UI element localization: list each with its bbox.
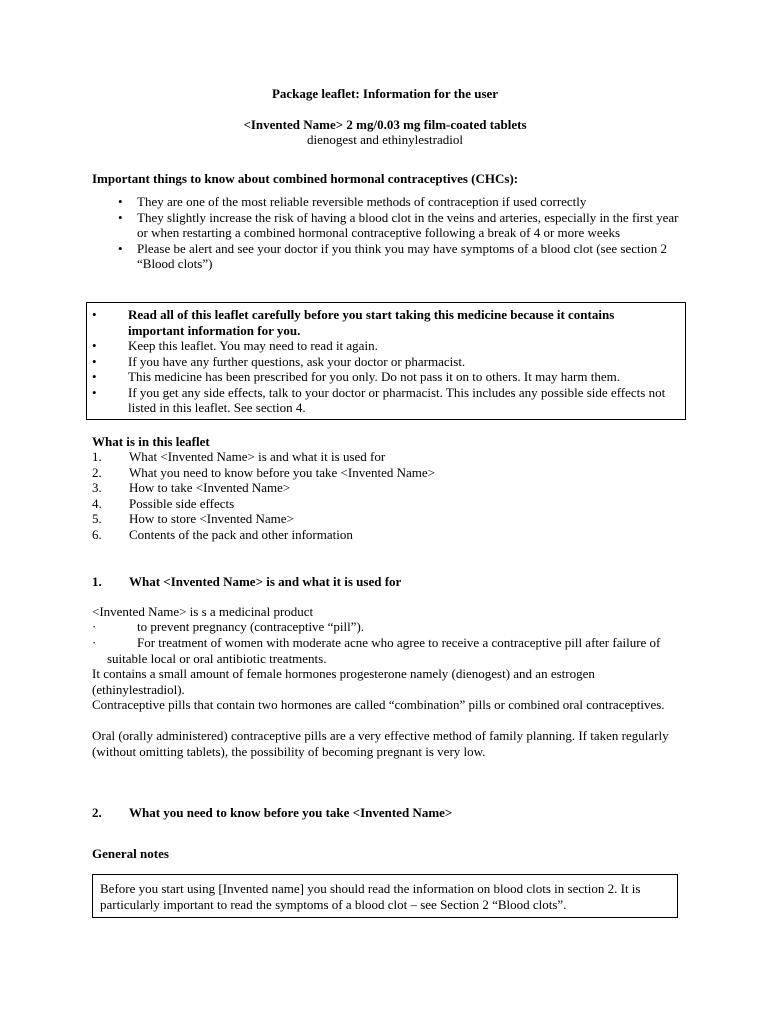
read-item-text: Keep this leaflet. You may need to read it again.: [128, 338, 378, 353]
general-notes-heading: General notes: [92, 846, 169, 861]
chc-list-item: [118, 194, 683, 210]
leaflet-title: Package leaflet: Information for the user: [271, 86, 499, 101]
read-item-text: This medicine has been prescribed for you only. Do not pass it on to others. It may harm them.: [128, 369, 620, 384]
section1-number: 1.: [92, 574, 102, 589]
read-list-item: [92, 369, 672, 385]
bullet-glyph: •: [118, 240, 123, 256]
contents-heading: What is in this leaflet: [92, 434, 210, 449]
contents-item-text: Contents of the pack and other information: [129, 526, 353, 542]
bullet-glyph: •: [92, 353, 97, 369]
read-list-item: [92, 307, 672, 338]
bullet-glyph: •: [118, 209, 123, 225]
contents-item[interactable]: [92, 511, 652, 527]
read-list-item: [92, 354, 672, 370]
section1-intro: <Invented Name> is s a medicinal product: [92, 604, 314, 619]
section2-number: 2.: [92, 805, 102, 820]
product-name: <Invented Name> 2 mg/0.03 mg film-coated tablets: [243, 117, 527, 132]
contents-item-number: 2.: [92, 464, 102, 480]
contents-item-number: 4.: [92, 495, 102, 511]
contents-item-text: Possible side effects: [129, 495, 235, 511]
contents-item[interactable]: [92, 480, 652, 496]
chc-item-text: They slightly increase the risk of having a blood clot in the veins and arteries, especially in the first year or when restarting a combined hormonal contraceptive following a break of 4 or more weeks: [137, 209, 679, 240]
read-item-text: Read all of this leaflet carefully before you start taking this medicine because it contains important information for you.: [128, 307, 615, 338]
contents-item-number: 6.: [92, 526, 102, 542]
use-acne-treatment: For treatment of women with moderate acne who agree to receive a contraceptive pill after failure of suitable local or oral antibiotic treatments.: [107, 635, 661, 666]
read-list-item: [92, 338, 672, 354]
blood-clot-notice-box: [92, 874, 678, 918]
contents-item[interactable]: [92, 465, 652, 481]
chc-list: [118, 194, 683, 272]
read-leaflet-box: [86, 302, 686, 420]
chc-item-text: Please be alert and see your doctor if you think you may have symptoms of a blood clot (see section 2 “Blood clots”): [137, 240, 667, 271]
chc-list-item: [118, 210, 683, 241]
contents-item-number: 1.: [92, 449, 102, 464]
contents-item[interactable]: [92, 527, 652, 543]
contents-item-number: 5.: [92, 511, 102, 526]
read-item-text: If you have any further questions, ask your doctor or pharmacist.: [128, 353, 466, 369]
bullet-glyph: •: [92, 307, 97, 322]
chc-item-text: They are one of the most reliable reversible methods of contraception if used correctly: [137, 194, 587, 209]
contents-item-number: 3.: [92, 480, 102, 495]
contents-item[interactable]: [92, 449, 652, 465]
bullet-glyph: •: [92, 369, 97, 384]
section1-hormones-paragraph: It contains a small amount of female hormones progesterone namely (dienogest) and an estrogen (ethinylestradiol).: [92, 666, 595, 697]
use-pregnancy-prevention: to prevent pregnancy (contraceptive “pill”).: [137, 619, 365, 634]
chc-heading: Important things to know about combined hormonal contraceptives (CHCs):: [92, 171, 519, 186]
contents-item-text: How to store <Invented Name>: [129, 511, 294, 526]
bullet-glyph: •: [92, 338, 97, 353]
use-marker: ·: [92, 635, 97, 650]
read-item-text: If you get any side effects, talk to your doctor or pharmacist. This includes any possible side effects not listed in this leaflet. See section 4.: [128, 384, 666, 415]
read-leaflet-list: [92, 307, 672, 416]
contents-item-text: What you need to know before you take <Invented Name>: [129, 464, 435, 480]
read-list-item: [92, 385, 672, 416]
bullet-glyph: •: [118, 194, 123, 209]
use-marker: ·: [92, 619, 97, 634]
section1-combination-paragraph: Contraceptive pills that contain two hormones are called “combination” pills or combined oral contraceptives.: [92, 697, 665, 712]
contents-item-text: How to take <Invented Name>: [129, 480, 291, 495]
blood-clot-notice-text: Before you start using [Invented name] you should read the information on blood clots in section 2. It is particularly important to read the symptoms of a blood clot – see Section 2 “Blood clots”.: [100, 881, 641, 912]
section2-heading: What you need to know before you take <Invented Name>: [129, 805, 453, 820]
contents-list: [92, 449, 652, 542]
active-substances: dienogest and ethinylestradiol: [307, 132, 463, 147]
section1-heading: What <Invented Name> is and what it is used for: [129, 574, 402, 589]
contents-item[interactable]: [92, 496, 652, 512]
bullet-glyph: •: [92, 384, 97, 400]
section1-effectiveness-paragraph: Oral (orally administered) contraceptive pills are a very effective method of family planning. If taken regularly (without omitting tablets), the possibility of becoming pregnant is very low.: [92, 728, 669, 759]
contents-item-text: What <Invented Name> is and what it is used for: [129, 449, 386, 464]
chc-list-item: [118, 241, 683, 272]
